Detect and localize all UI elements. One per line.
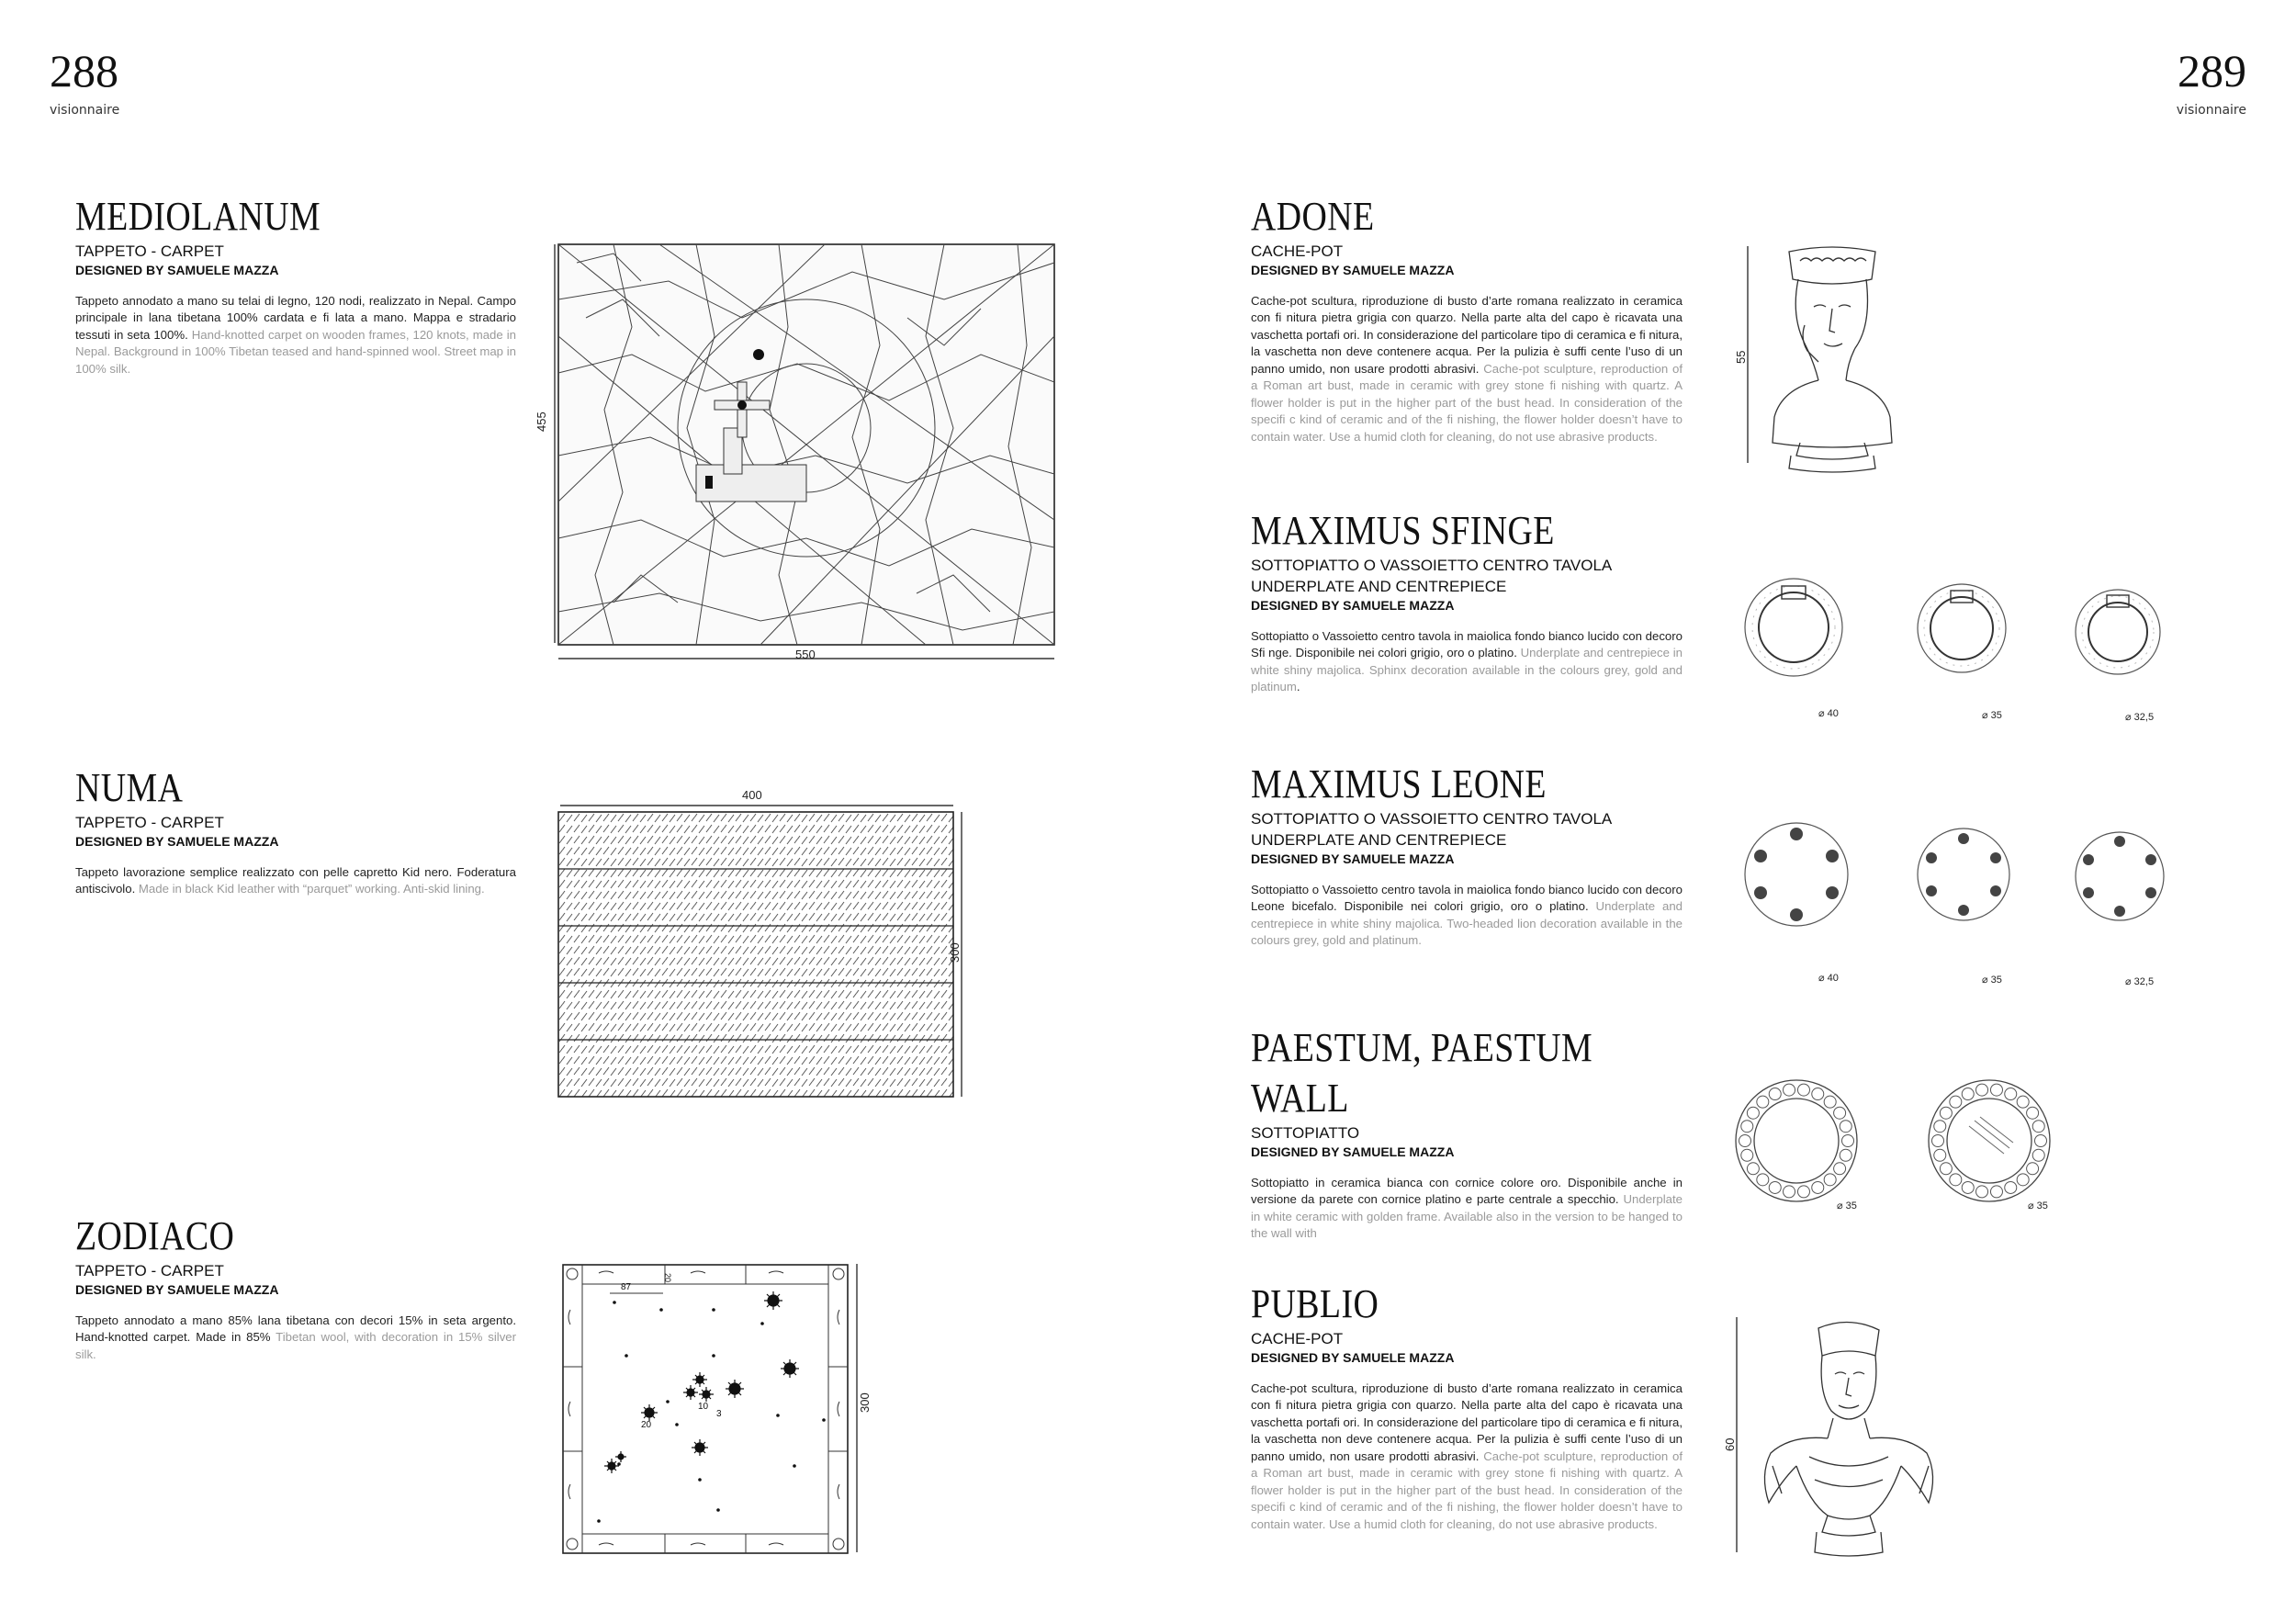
maximus-leone-desc-en: Underplate and centrepiece in white shiny majolica. Two-headed lion decoration available in the colours grey, gold and platinum. [1251, 899, 1683, 948]
paestum-desc-it: Sottopiatto in ceramica bianca con cornice colore oro. Disponibile anche in versione da parete con cornice platino e parte centrale a specchio. [1251, 1175, 1683, 1207]
paestum-frame-bead [1934, 1121, 1946, 1133]
paestum-frame-bead [1741, 1121, 1753, 1133]
mediolanum-desc-en: Hand-knotted carpet on wooden frames, 120 knots, made in Nepal. Background in 100% Tibetan teased and hand-spinned wool. Street map in 100% silk. [75, 327, 516, 376]
zodiaco-label-10: 10 [698, 1402, 709, 1412]
zodiaco-label-20a: 20 [663, 1273, 672, 1283]
zodiaco-carpet-drawing [562, 1264, 849, 1554]
adone-desc-en: Cache-pot sculpture, reproduction of a Roman art bust, made in ceramic with grey stone fi nishing with quartz. A flower holder is put in the higher part of the bust head. In consideration of the specifi c kind of ceramic and of the fi nishing, the flower holder doesn’t have to contain water. Use a humid cloth for cleaning, do not use abrasive products. [1251, 361, 1683, 444]
maximus-leone-subtitle-2: UNDERPLATE AND CENTREPIECE [1251, 830, 1507, 849]
leone-plate-40 [1743, 821, 1850, 928]
sfinge-dim-40: ⌀ 40 [1818, 708, 1839, 719]
paestum-frame-bead [1769, 1088, 1781, 1100]
paestum-frame-bead [1840, 1121, 1851, 1133]
adone-designer: DESIGNED BY SAMUELE MAZZA [1251, 262, 1455, 277]
maximus-sfinge-text-block [1251, 505, 1683, 696]
numa-desc-en: Made in black Kid leather with “parquet” working. Anti-skid lining. [138, 882, 485, 896]
numa-width-line [558, 803, 955, 810]
paestum-frame-bead [2032, 1121, 2044, 1133]
adone-description [1251, 293, 1683, 445]
paestum-dim-1: ⌀ 35 [1837, 1200, 1857, 1212]
paestum-frame-bead [1812, 1088, 1824, 1100]
sfinge-dim-32-5: ⌀ 32,5 [2125, 712, 2155, 723]
leone-plate-32-5 [2074, 830, 2166, 922]
publio-subtitle: CACHE-POT [1251, 1330, 1344, 1347]
numa-dim-width: 400 [742, 788, 762, 802]
zodiaco-title: ZODIACO [75, 1213, 235, 1258]
leone-dim-40: ⌀ 40 [1818, 973, 1839, 984]
paestum-frame-bead [1842, 1135, 1854, 1147]
zodiaco-subtitle: TAPPETO - CARPET [75, 1262, 224, 1279]
paestum-frame-bead [1784, 1084, 1795, 1096]
paestum-frame-bead [1834, 1163, 1846, 1175]
zodiaco-desc-it: Tappeto annodato a mano 85% lana tibetana con decori 15% in seta argento. Hand-knotted carpet. Made in 85% [75, 1313, 516, 1345]
paestum-designer: DESIGNED BY SAMUELE MAZZA [1251, 1144, 1455, 1160]
mediolanum-title: MEDIOLANUM [75, 194, 321, 239]
maximus-leone-description [1251, 882, 1683, 950]
mediolanum-desc-it: Tappeto annodato a mano su telai di legno, 120 nodi, realizzato in Nepal. Campo principale in lana tibetana 100% cardata e fi lata a mano. Mappa e stradario tessuti in seta 100%. [75, 293, 516, 342]
maximus-sfinge-title: MAXIMUS SFINGE [1251, 508, 1555, 553]
maximus-leone-designer: DESIGNED BY SAMUELE MAZZA [1251, 851, 1455, 866]
numa-dim-height: 300 [948, 942, 962, 963]
paestum-frame-bead [1741, 1149, 1753, 1161]
maximus-sfinge-subtitle-1: SOTTOPIATTO O VASSOIETTO CENTRO TAVOLA [1251, 557, 1613, 574]
maximus-sfinge-desc-it: Sottopiatto o Vassoietto centro tavola in maiolica fondo bianco lucido con decoro Sfi nge. Disponibile nei colori grigio, oro o platino. [1251, 628, 1683, 660]
maximus-leone-subtitle-1: SOTTOPIATTO O VASSOIETTO CENTRO TAVOLA [1251, 810, 1613, 828]
paestum-frame-bead [1950, 1174, 1962, 1186]
mediolanum-subtitle: TAPPETO - CARPET [75, 242, 224, 260]
publio-designer: DESIGNED BY SAMUELE MAZZA [1251, 1349, 1455, 1365]
paestum-frame-bead [1976, 1084, 1988, 1096]
paestum-frame-bead [1934, 1149, 1946, 1161]
zodiaco-dim-height: 300 [858, 1392, 872, 1413]
paestum-frame-bead [2017, 1174, 2029, 1186]
paestum-frame-bead [1757, 1174, 1769, 1186]
paestum-frame-bead [1976, 1186, 1988, 1198]
adone-text-block [1251, 191, 1683, 445]
paestum-plate [1734, 1078, 1859, 1203]
mediolanum-description [75, 293, 516, 378]
sfinge-plate-40 [1743, 577, 1844, 678]
paestum-frame-bead [1797, 1186, 1809, 1198]
publio-title: PUBLIO [1251, 1281, 1379, 1326]
paestum-frame-bead [2017, 1096, 2029, 1108]
paestum-frame-bead [1757, 1096, 1769, 1108]
zodiaco-desc-en: Tibetan wool, with decoration in 15% silver silk. [75, 1330, 517, 1361]
numa-text-block [75, 762, 516, 898]
leone-plate-35 [1916, 827, 2011, 922]
adone-title: ADONE [1251, 194, 1375, 239]
maximus-leone-title: MAXIMUS LEONE [1251, 761, 1547, 806]
paestum-frame-bead [1990, 1084, 2002, 1096]
publio-text-block [1251, 1279, 1683, 1533]
paestum-desc-en: Underplate in white ceramic with golden frame. Available also in the version to be hanged to the wall with [1251, 1192, 1683, 1241]
paestum-frame-bead [1769, 1181, 1781, 1193]
paestum-frame-bead [1824, 1096, 1836, 1108]
mediolanum-dim-height: 455 [535, 411, 548, 432]
numa-carpet-drawing [558, 812, 953, 1099]
paestum-frame-bead [1834, 1107, 1846, 1119]
paestum-title-line-2: WALL [1251, 1075, 1349, 1121]
paestum-frame-bead [1990, 1186, 2002, 1198]
paestum-frame-bead [1950, 1096, 1962, 1108]
leone-dim-32-5: ⌀ 32,5 [2125, 976, 2155, 987]
paestum-text-block [1251, 1023, 1683, 1243]
paestum-frame-bead [1797, 1084, 1809, 1096]
numa-designer: DESIGNED BY SAMUELE MAZZA [75, 833, 279, 849]
sfinge-dim-35: ⌀ 35 [1982, 710, 2002, 721]
paestum-frame-bead [2005, 1181, 2017, 1193]
zodiaco-text-block [75, 1211, 516, 1363]
numa-title: NUMA [75, 765, 184, 810]
right-page-number: 289 [2178, 45, 2246, 96]
left-page-brand: visionnaire [50, 103, 120, 118]
mediolanum-height-line [551, 244, 560, 648]
paestum-frame-bead [2027, 1163, 2039, 1175]
paestum-frame-bead [1962, 1181, 1974, 1193]
paestum-wall-plate [1927, 1078, 2052, 1203]
sfinge-plate-35 [1916, 582, 2008, 674]
numa-desc-it: Tappeto lavorazione semplice realizzato con pelle capretto Kid nero. Foderatura antiscivolo. [75, 864, 516, 896]
right-page-brand: visionnaire [2176, 103, 2246, 118]
adone-dim-height: 55 [1734, 350, 1748, 364]
maximus-leone-text-block [1251, 759, 1683, 950]
maximus-sfinge-designer: DESIGNED BY SAMUELE MAZZA [1251, 597, 1455, 613]
paestum-title-line-1: PAESTUM, PAESTUM [1251, 1025, 1593, 1070]
publio-dim-height: 60 [1723, 1437, 1737, 1451]
paestum-dim-2: ⌀ 35 [2028, 1200, 2048, 1212]
paestum-frame-bead [1784, 1186, 1795, 1198]
maximus-leone-desc-it: Sottopiatto o Vassoietto centro tavola in maiolica fondo bianco lucido con decoro Leone bicefalo. Disponibile nei colori grigio, oro o platino. [1251, 882, 1683, 914]
paestum-frame-bead [1747, 1107, 1759, 1119]
maximus-sfinge-description: Sottopiatto o Vassoietto centro tavola in maiolica fondo bianco lucido con decoro Sfi nge. Disponibile nei colori grigio, oro o platino. Underplate and centrepiece in white shiny majolica. Sphinx decoration available in the colours grey, gold and platinum. [1251, 628, 1683, 694]
left-page-number: 288 [50, 45, 118, 96]
mediolanum-designer: DESIGNED BY SAMUELE MAZZA [75, 262, 279, 277]
paestum-description [1251, 1175, 1683, 1243]
numa-subtitle: TAPPETO - CARPET [75, 814, 224, 831]
paestum-subtitle: SOTTOPIATTO [1251, 1124, 1360, 1143]
leone-dim-35: ⌀ 35 [1982, 975, 2002, 986]
paestum-frame-bead [1824, 1174, 1836, 1186]
mediolanum-text-block [75, 191, 516, 378]
numa-description [75, 864, 516, 898]
paestum-frame-bead [2032, 1149, 2044, 1161]
publio-description [1251, 1381, 1683, 1533]
paestum-frame-bead [1962, 1088, 1974, 1100]
paestum-frame-bead [2005, 1088, 2017, 1100]
paestum-frame-bead [1932, 1135, 1944, 1147]
maximus-sfinge-desc-en: Underplate and centrepiece in white shiny majolica. Sphinx decoration available in the colours grey, gold and platinum [1251, 646, 1683, 694]
zodiaco-label-87: 87 [621, 1282, 632, 1292]
paestum-frame-bead [2035, 1135, 2047, 1147]
adone-desc-it: Cache-pot scultura, riproduzione di busto d’arte romana realizzato in ceramica con fi nitura pietra grigia con quarzo. Nella parte alta del capo è ricavata una vaschetta portafi ori. In considerazione del particolare tipo di ceramica e fi nitura, la vaschetta non deve contenere acqua. Per la pulizia è suffi cente l’uso di un panno umido, non usare prodotti abrasivi. [1251, 293, 1683, 376]
adone-bust-drawing [1763, 242, 1901, 472]
paestum-frame-bead [1940, 1163, 1952, 1175]
zodiaco-label-20b: 20 [641, 1420, 652, 1430]
zodiaco-designer: DESIGNED BY SAMUELE MAZZA [75, 1281, 279, 1297]
publio-desc-en: Cache-pot sculpture, reproduction of a Roman art bust, made in ceramic with grey stone fi nishing with quartz. A flower holder is put in the higher part of the bust head. In consideration of the specifi c kind of ceramic and of the fi nishing, the flower holder doesn’t have to contain water. Use a humid cloth for cleaning, do not use abrasive products. [1251, 1448, 1683, 1531]
zodiaco-label-3: 3 [716, 1409, 722, 1419]
adone-subtitle: CACHE-POT [1251, 242, 1344, 260]
paestum-frame-bead [1747, 1163, 1759, 1175]
zodiaco-description [75, 1313, 516, 1363]
maximus-sfinge-subtitle-2: UNDERPLATE AND CENTREPIECE [1251, 577, 1507, 595]
paestum-frame-bead [1840, 1149, 1851, 1161]
paestum-frame-bead [2027, 1107, 2039, 1119]
publio-desc-it: Cache-pot scultura, riproduzione di busto d’arte romana realizzato in ceramica con fi nitura pietra grigia con quarzo. Nella parte alta del capo è ricavata una vaschetta portafi ori. In considerazione del particolare tipo di ceramica e fi nitura, la vaschetta non deve contenere acqua. Per la pulizia è suffi cente l’uso di un panno umido, non usare prodotti abrasivi. [1251, 1381, 1683, 1463]
mediolanum-map-drawing [558, 244, 1054, 648]
sfinge-plate-32-5 [2074, 588, 2162, 676]
publio-bust-drawing [1754, 1319, 1943, 1558]
paestum-frame-bead [1812, 1181, 1824, 1193]
paestum-frame-bead [1739, 1135, 1751, 1147]
paestum-frame-bead [1940, 1107, 1952, 1119]
mediolanum-dim-width: 550 [795, 648, 816, 661]
publio-height-line [1734, 1317, 1741, 1556]
